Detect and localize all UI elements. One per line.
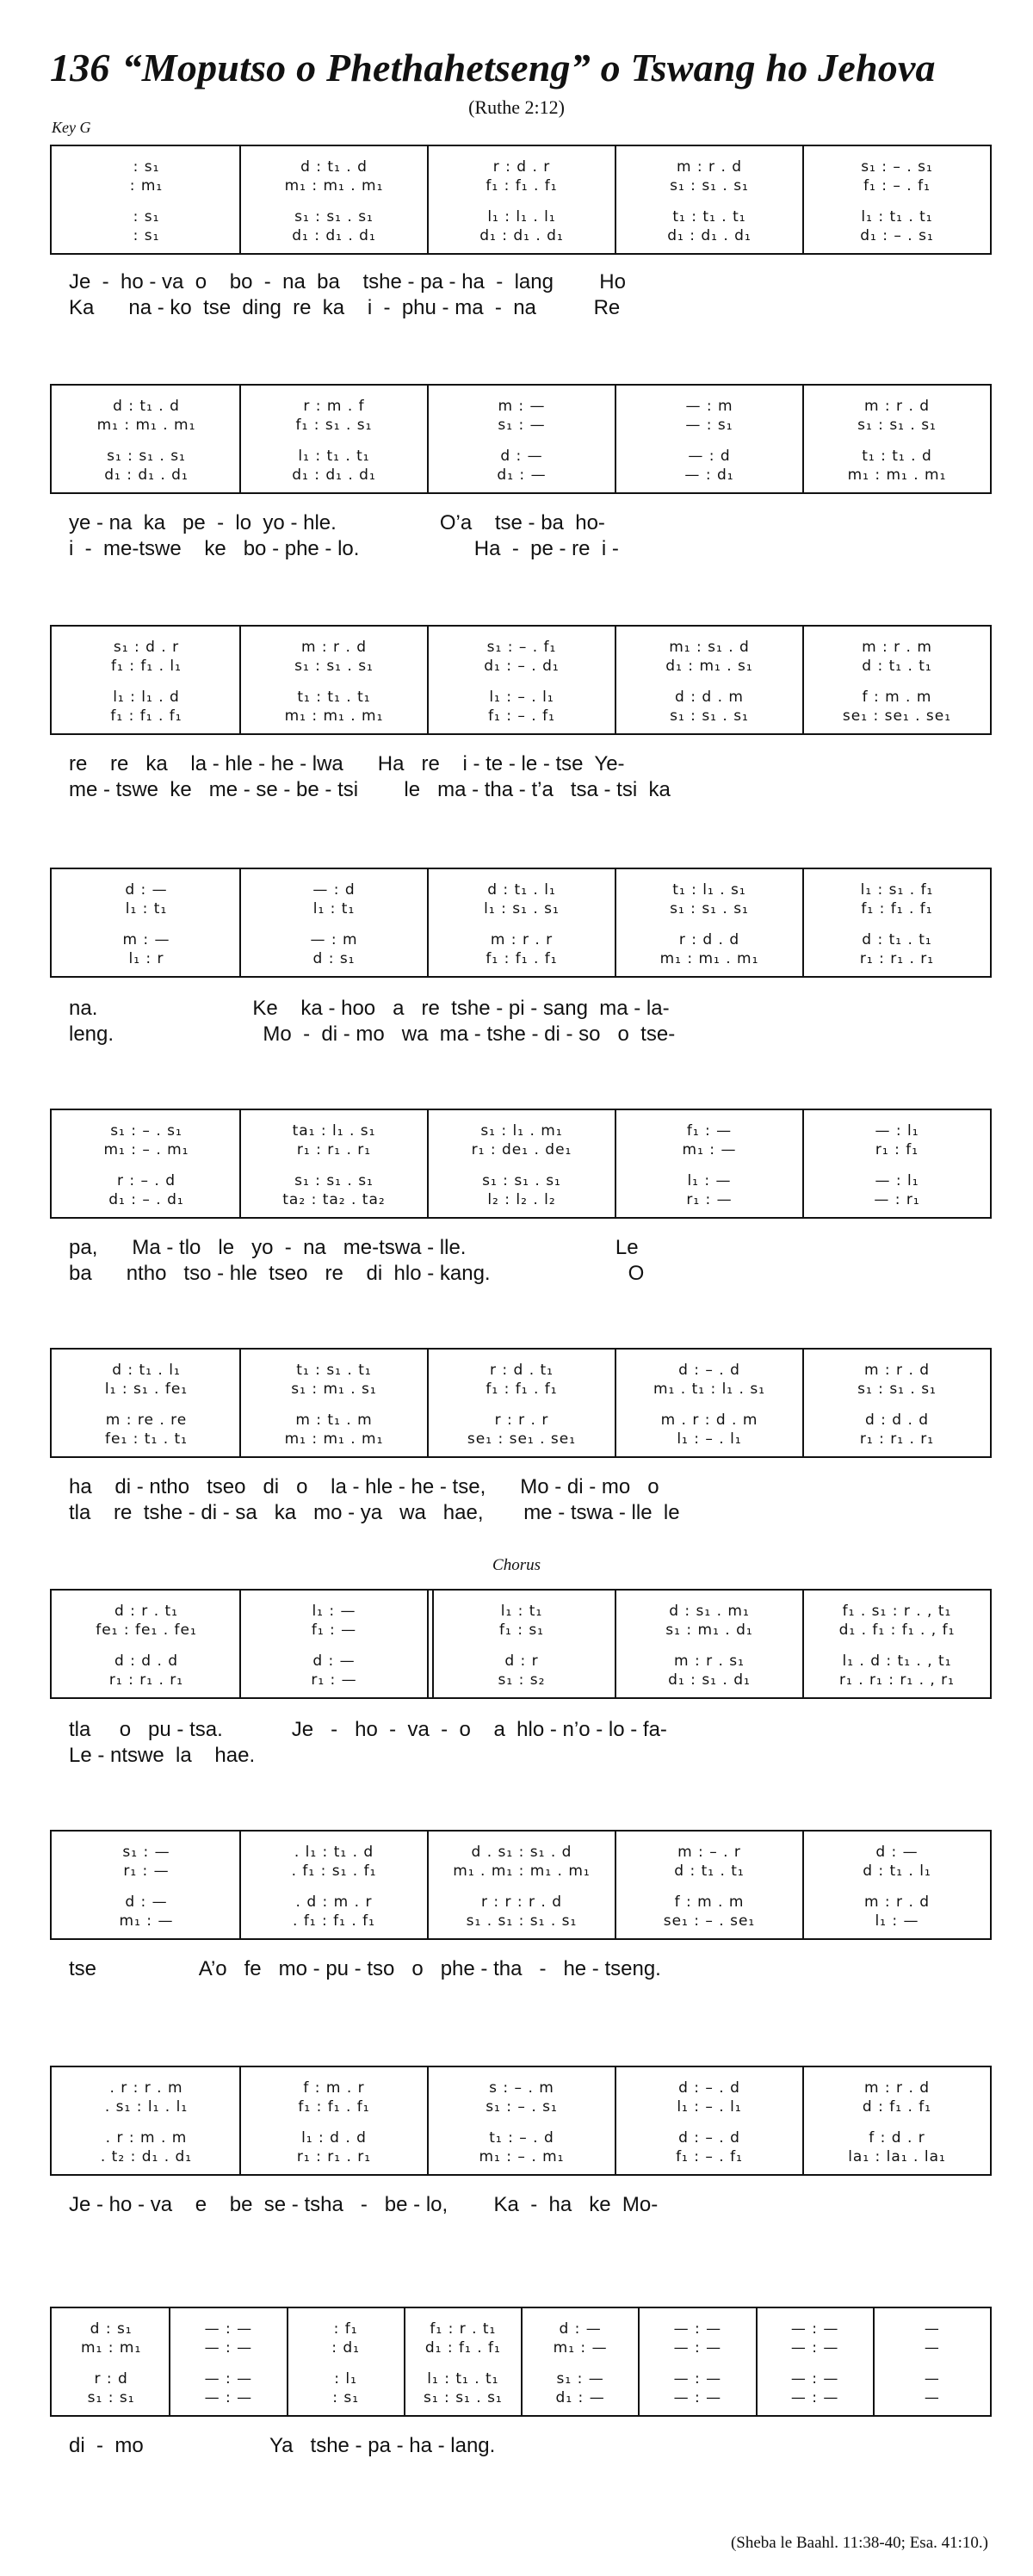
lyrics-block	[69, 1718, 990, 1770]
solfa-cell: — : l₁	[875, 1122, 919, 1140]
solfa-cell: d : r . t₁	[114, 1603, 178, 1620]
solfa-cell: m₁ : m₁ . m₁	[659, 950, 759, 967]
solfa-cell: r₁ : —	[686, 1191, 733, 1208]
music-system	[50, 2307, 992, 2417]
solfa-cell: f₁ : s₁ . s₁	[295, 417, 373, 434]
solfa-cell: f : d . r	[869, 2129, 925, 2147]
solfa-cell: m : r . m	[862, 639, 932, 656]
solfa-cell: m₁ : —	[682, 1141, 737, 1158]
solfa-cell: r : r . r	[494, 1412, 549, 1429]
solfa-cell: s₁ : l₁ . m₁	[480, 1122, 563, 1140]
solfa-cell: — : l₁	[875, 1172, 919, 1189]
song-title-line	[50, 45, 936, 90]
solfa-cell: t₁ : t₁ . t₁	[672, 208, 746, 225]
voice-row	[57, 1381, 985, 1398]
solfa-cell: r : r : r . d	[480, 1893, 563, 1911]
solfa-cell: r₁ : r₁ . r₁	[108, 1671, 184, 1689]
voice-row	[57, 2320, 985, 2338]
voice-row	[57, 1893, 985, 1911]
solfa-cell: . t₂ : d₁ . d₁	[100, 2148, 193, 2165]
voice-row	[57, 1671, 985, 1689]
solfa-cell: — : —	[790, 2370, 839, 2388]
lyrics-block	[69, 270, 990, 322]
solfa-cell: m : r . d	[300, 639, 368, 656]
solfa-cell: l₁ : t₁	[500, 1603, 543, 1620]
solfa-cell: m₁ : —	[119, 1912, 174, 1930]
solfa-cell: m₁ : m₁ . m₁	[284, 1430, 384, 1448]
solfa-cell: s₁ : —	[122, 1844, 170, 1861]
solfa-cell: m . r : d . m	[660, 1412, 758, 1429]
voice-row	[57, 208, 985, 225]
solfa-cell: s₁ : m₁ . s₁	[291, 1381, 377, 1398]
solfa-cell: : f₁	[333, 2320, 358, 2338]
solfa-cell: r₁ : —	[311, 1671, 357, 1689]
voice-row	[57, 1652, 985, 1670]
solfa-cell: l₁ : – . l₁	[677, 1430, 742, 1448]
solfa-cell: f₁ : f₁ . l₁	[111, 658, 182, 675]
solfa-cell: s₁ : s₁	[87, 2389, 135, 2406]
solfa-cell: l₁ : t₁	[125, 900, 168, 917]
solfa-cell: d₁ : d₁ . d₁	[479, 227, 564, 244]
solfa-cell: f₁ : —	[311, 1622, 357, 1639]
solfa-cell: d₁ . f₁ : f₁ . , f₁	[838, 1622, 956, 1639]
solfa-cell: t₁ : – . d	[489, 2129, 554, 2147]
voice-row	[57, 2098, 985, 2116]
lyric-line: Le - ntswe la hae.	[69, 1744, 256, 1767]
solfa-cell: r₁ : r₁ . r₁	[296, 1141, 372, 1158]
solfa-cell: . s₁ : l₁ . l₁	[104, 2098, 189, 2116]
voice-row	[57, 2148, 985, 2165]
solfa-cell: s₁ : s₁ . s₁	[857, 417, 937, 434]
solfa-cell: d₁ : d₁ . d₁	[667, 227, 752, 244]
voice-row	[57, 1844, 985, 1861]
solfa-cell: d : t₁ . t₁	[674, 1863, 745, 1880]
solfa-cell: — : d₁	[684, 466, 734, 484]
voice-row	[57, 1412, 985, 1429]
solfa-cell: f₁ : f₁ . f₁	[486, 1381, 558, 1398]
solfa-cell: d₁ : —	[555, 2389, 605, 2406]
solfa-cell: ta₂ : ta₂ . ta₂	[282, 1191, 386, 1208]
lyrics-block	[69, 997, 990, 1048]
voice-row	[57, 1622, 985, 1639]
solfa-cell: : l₁	[334, 2370, 357, 2388]
solfa-cell: . l₁ : t₁ . d	[294, 1844, 374, 1861]
solfa-cell: d : —	[500, 448, 543, 465]
voice-row	[57, 881, 985, 899]
solfa-cell: : s₁	[332, 2389, 360, 2406]
solfa-cell: s₁ : – . s₁	[486, 2098, 558, 2116]
solfa-cell: d : f₁ . f₁	[862, 2098, 932, 2116]
lyric-line: i - me-tswe ke bo - phe - lo. Ha - pe - re i -	[69, 537, 619, 560]
voice-row	[57, 2339, 985, 2357]
solfa-cell: t₁ : s₁ . t₁	[296, 1362, 372, 1379]
solfa-cell: — : —	[204, 2370, 253, 2388]
voice-row	[57, 417, 985, 434]
solfa-cell: l₁ : —	[312, 1603, 356, 1620]
solfa-cell: m : r . d	[863, 2079, 931, 2097]
solfa-cell: s₁ : s₁ . s₁	[423, 2389, 503, 2406]
solfa-cell: r : – . d	[116, 1172, 176, 1189]
solfa-cell: fe₁ : t₁ . t₁	[105, 1430, 188, 1448]
solfa-cell: s₁ : s₁ . s₁	[670, 177, 749, 195]
solfa-cell: d : – . d	[678, 1362, 740, 1379]
lyrics-block	[69, 1236, 990, 1288]
solfa-cell: f₁ : r . t₁	[430, 2320, 497, 2338]
music-system	[50, 384, 992, 494]
solfa-cell: — : r₁	[874, 1191, 920, 1208]
solfa-cell: r₁ : de₁ . de₁	[471, 1141, 572, 1158]
solfa-cell: s : – . m	[489, 2079, 554, 2097]
music-system	[50, 868, 992, 978]
solfa-cell: s₁ : – . f₁	[486, 639, 557, 656]
solfa-cell: . r : m . m	[105, 2129, 188, 2147]
lyrics-block	[69, 2193, 990, 2219]
solfa-cell: l₁ : r	[128, 950, 164, 967]
solfa-cell: d₁ : d₁ . d₁	[104, 466, 189, 484]
solfa-cell: . r : r . m	[109, 2079, 183, 2097]
lyric-line: ba ntho tso - hle tseo re di hlo - kang. O	[69, 1262, 645, 1285]
solfa-cell: m₁ . t₁ : l₁ . s₁	[653, 1381, 766, 1398]
solfa-cell: m₁ : m₁ . m₁	[847, 466, 947, 484]
solfa-cell: r₁ : f₁	[875, 1141, 919, 1158]
solfa-cell: d : —	[125, 1893, 168, 1911]
solfa-cell: : m₁	[129, 177, 164, 195]
solfa-cell: — : —	[790, 2320, 839, 2338]
solfa-cell: m : re . re	[105, 1412, 188, 1429]
solfa-cell: l₁ : —	[875, 1912, 919, 1930]
solfa-cell: — : m	[685, 398, 733, 415]
solfa-cell: m : r . d	[676, 158, 743, 176]
solfa-cell: f₁ : – . f₁	[676, 2148, 743, 2165]
solfa-cell: m : —	[498, 398, 546, 415]
solfa-cell: d : t₁ . l₁	[112, 1362, 181, 1379]
solfa-cell: : d₁	[331, 2339, 360, 2357]
solfa-cell: m₁ : —	[553, 2339, 608, 2357]
solfa-cell: s₁ : s₁ . s₁	[294, 1172, 374, 1189]
solfa-cell: m : t₁ . m	[295, 1412, 373, 1429]
lyric-line: na. Ke ka - hoo a re tshe - pi - sang ma - la-	[69, 997, 670, 1020]
solfa-cell: f₁ : f₁ . f₁	[298, 2098, 370, 2116]
voice-row	[57, 707, 985, 725]
solfa-cell: m : r . s₁	[674, 1652, 745, 1670]
solfa-cell: d : – . d	[678, 2129, 740, 2147]
solfa-cell: r : d . d	[678, 931, 740, 948]
voice-row	[57, 177, 985, 195]
solfa-cell: f₁ : – . f₁	[863, 177, 931, 195]
solfa-cell: — : —	[673, 2389, 722, 2406]
solfa-cell: d : t₁ . l₁	[487, 881, 556, 899]
solfa-cell: l₁ : t₁	[312, 900, 356, 917]
solfa-cell: s₁ : – . s₁	[861, 158, 933, 176]
voice-row	[57, 658, 985, 675]
solfa-cell: d₁ : – . s₁	[860, 227, 934, 244]
solfa-cell: —	[924, 2339, 940, 2357]
solfa-cell: d : – . d	[678, 2079, 740, 2097]
solfa-cell: d : t₁ . d	[300, 158, 368, 176]
solfa-cell: s₁ : —	[556, 2370, 604, 2388]
solfa-cell: d : t₁ . d	[113, 398, 180, 415]
lyrics-block	[69, 511, 990, 563]
solfa-cell: l₁ . d : t₁ . , t₁	[842, 1652, 952, 1670]
solfa-cell: d : —	[312, 1652, 356, 1670]
lyric-line: ha di - ntho tseo di o la - hle - he - tse, Mo - di - mo o	[69, 1475, 659, 1498]
solfa-cell: s₁ : m₁ . d₁	[665, 1622, 753, 1639]
voice-row	[57, 2129, 985, 2147]
solfa-cell: l₁ : s₁ . s₁	[484, 900, 560, 917]
solfa-cell: m₁ : m₁ . m₁	[96, 417, 196, 434]
voice-row	[57, 1141, 985, 1158]
solfa-cell: — : —	[204, 2320, 253, 2338]
solfa-cell: m₁ : s₁ . d	[669, 639, 750, 656]
solfa-cell: s₁ : s₁ . s₁	[294, 208, 374, 225]
song-title: “Moputso o Phethahetseng” o Tswang ho Jehova	[121, 46, 936, 90]
solfa-cell: fe₁ : fe₁ . fe₁	[96, 1622, 197, 1639]
solfa-cell: d₁ : d₁ . d₁	[292, 466, 376, 484]
solfa-cell: d₁ : —	[497, 466, 547, 484]
lyric-line: tla o pu - tsa. Je - ho - va - o a hlo - n’o - lo - fa-	[69, 1718, 667, 1741]
solfa-cell: — : d	[688, 448, 731, 465]
voice-row	[57, 448, 985, 465]
solfa-cell: . f₁ : f₁ . f₁	[293, 1912, 375, 1930]
voice-row	[57, 1863, 985, 1880]
lyric-line: ye - na ka pe - lo yo - hle. O’a tse - ba ho-	[69, 511, 605, 534]
solfa-cell: m₁ : – . m₁	[103, 1141, 189, 1158]
solfa-cell: — : —	[673, 2320, 722, 2338]
solfa-cell: d : s₁ . m₁	[669, 1603, 750, 1620]
solfa-cell: r : d	[94, 2370, 128, 2388]
music-system	[50, 1348, 992, 1458]
solfa-cell: d : t₁ . l₁	[863, 1863, 931, 1880]
voice-row	[57, 1603, 985, 1620]
solfa-cell: l₁ : – . l₁	[489, 689, 554, 706]
voice-row	[57, 1362, 985, 1379]
solfa-cell: f₁ : f₁ . f₁	[486, 950, 558, 967]
voice-row	[57, 1912, 985, 1930]
lyric-line: pa, Ma - tlo le yo - na me-tswa - lle. Le	[69, 1236, 639, 1259]
lyric-line: Je - ho - va e be se - tsha - be - lo, Ka - ha ke Mo-	[69, 2193, 659, 2216]
solfa-cell: s₁ : d . r	[113, 639, 180, 656]
solfa-cell: l₁ : l₁ . d	[113, 689, 180, 706]
solfa-cell: — : d	[312, 881, 356, 899]
solfa-cell: d₁ : – . d₁	[484, 658, 560, 675]
solfa-cell: f₁ : – . f₁	[488, 707, 555, 725]
solfa-cell: l₁ : l₁ . l₁	[487, 208, 556, 225]
solfa-cell: s₁ : s₁ . s₁	[670, 900, 749, 917]
solfa-cell: l₁ : t₁ . t₁	[298, 448, 370, 465]
solfa-cell: r : m . f	[303, 398, 365, 415]
solfa-cell: s₁ : —	[498, 417, 546, 434]
solfa-cell: se₁ : se₁ . se₁	[467, 1430, 577, 1448]
solfa-cell: — : —	[204, 2339, 253, 2357]
music-system	[50, 2066, 992, 2176]
solfa-cell: r : d . t₁	[489, 1362, 554, 1379]
solfa-cell: : s₁	[133, 227, 160, 244]
voice-row	[57, 466, 985, 484]
solfa-cell: . d : m . r	[295, 1893, 373, 1911]
solfa-cell: d₁ : f₁ . f₁	[424, 2339, 501, 2357]
voice-row	[57, 2389, 985, 2406]
lyrics-block	[69, 2434, 990, 2460]
solfa-cell: l₁ : s₁ . f₁	[860, 881, 934, 899]
lyric-line: leng. Mo - di - mo wa ma - tshe - di - so o tse-	[69, 1022, 676, 1046]
solfa-cell: l₁ : —	[687, 1172, 732, 1189]
solfa-cell: m₁ . m₁ : m₁ . m₁	[453, 1863, 591, 1880]
solfa-cell: m₁ : – . m₁	[479, 2148, 565, 2165]
solfa-cell: d . s₁ : s₁ . d	[471, 1844, 572, 1861]
solfa-cell: s₁ : s₁ . s₁	[670, 707, 749, 725]
voice-row	[57, 398, 985, 415]
solfa-cell: —	[924, 2320, 940, 2338]
solfa-cell: f : m . r	[303, 2079, 365, 2097]
lyric-line: tla re tshe - di - sa ka mo - ya wa hae, me - tswa - lle le	[69, 1501, 680, 1524]
solfa-cell: d : d . m	[675, 689, 744, 706]
solfa-cell: s₁ . s₁ : s₁ . s₁	[466, 1912, 578, 1930]
solfa-cell: r₁ : —	[123, 1863, 170, 1880]
solfa-cell: t₁ : t₁ . t₁	[297, 689, 371, 706]
solfa-cell: f₁ : s₁	[498, 1622, 544, 1639]
voice-row	[57, 1122, 985, 1140]
key-signature: Key G	[52, 119, 91, 136]
solfa-cell: m₁ : m₁ . m₁	[284, 177, 384, 195]
solfa-cell: s₁ : s₂	[498, 1671, 546, 1689]
solfa-cell: s₁ : s₁ . s₁	[482, 1172, 561, 1189]
solfa-cell: : s₁	[133, 158, 160, 176]
solfa-cell: d : —	[559, 2320, 602, 2338]
solfa-cell: t₁ : t₁ . d	[862, 448, 932, 465]
solfa-cell: — : —	[790, 2389, 839, 2406]
solfa-cell: — : m	[310, 931, 358, 948]
scripture-reference: (Sheba le Baahl. 11:38-40; Esa. 41:10.)	[730, 2534, 988, 2552]
solfa-cell: d : d . d	[864, 1412, 930, 1429]
voice-row	[57, 931, 985, 948]
voice-row	[57, 1430, 985, 1448]
voice-row	[57, 900, 985, 917]
solfa-cell: — : —	[673, 2339, 722, 2357]
solfa-cell: d : —	[875, 1844, 919, 1861]
voice-row	[57, 639, 985, 656]
voice-row	[57, 950, 985, 967]
solfa-cell: d₁ : s₁ . d₁	[668, 1671, 751, 1689]
solfa-cell: m : – . r	[677, 1844, 741, 1861]
solfa-cell: l₁ : d . d	[301, 2129, 367, 2147]
lyric-line: tse A’o fe mo - pu - tso o phe - tha - he - tseng.	[69, 1957, 661, 1980]
solfa-cell: — : s₁	[685, 417, 733, 434]
solfa-cell: —	[924, 2370, 940, 2388]
music-system	[50, 1830, 992, 1940]
solfa-cell: s₁ : s₁ . s₁	[857, 1381, 937, 1398]
solfa-cell: d : t₁ . t₁	[862, 658, 932, 675]
voice-row	[57, 158, 985, 176]
solfa-cell: d₁ : – . d₁	[108, 1191, 184, 1208]
voice-row	[57, 2370, 985, 2388]
music-system	[50, 625, 992, 735]
solfa-cell: ta₁ : l₁ . s₁	[292, 1122, 376, 1140]
solfa-cell: m : r . d	[863, 1362, 931, 1379]
voice-row	[57, 1172, 985, 1189]
solfa-cell: d : —	[125, 881, 168, 899]
solfa-cell: f : m . m	[862, 689, 932, 706]
solfa-cell: m₁ : m₁ . m₁	[284, 707, 384, 725]
solfa-cell: m : —	[122, 931, 170, 948]
solfa-cell: t₁ : l₁ . s₁	[672, 881, 746, 899]
solfa-cell: d : s₁	[90, 2320, 133, 2338]
solfa-cell: d : t₁ . t₁	[862, 931, 932, 948]
solfa-cell: — : —	[790, 2339, 839, 2357]
lyrics-block	[69, 752, 990, 804]
solfa-cell: f₁ : —	[686, 1122, 733, 1140]
solfa-cell: se₁ : se₁ . se₁	[842, 707, 952, 725]
music-system	[50, 1109, 992, 1219]
solfa-cell: la₁ : la₁ . la₁	[848, 2148, 946, 2165]
solfa-cell: r₁ . r₁ : r₁ . , r₁	[839, 1671, 955, 1689]
solfa-cell: f₁ : f₁ . f₁	[486, 177, 558, 195]
solfa-cell: f₁ . s₁ : r . , t₁	[842, 1603, 952, 1620]
music-system	[50, 145, 992, 255]
solfa-cell: l₁ : t₁ . t₁	[861, 208, 933, 225]
solfa-cell: m₁ : m₁	[80, 2339, 142, 2357]
solfa-cell: . f₁ : s₁ . f₁	[291, 1863, 377, 1880]
solfa-cell: r : d . r	[492, 158, 551, 176]
solfa-cell: s₁ : s₁ . s₁	[294, 658, 374, 675]
solfa-cell: d : r	[504, 1652, 539, 1670]
solfa-cell: f : m . m	[674, 1893, 745, 1911]
solfa-cell: : s₁	[133, 208, 160, 225]
solfa-cell: f₁ : f₁ . f₁	[861, 900, 933, 917]
solfa-cell: se₁ : – . se₁	[663, 1912, 756, 1930]
solfa-cell: r₁ : r₁ . r₁	[296, 2148, 372, 2165]
lyric-line: Ka na - ko tse ding re ka i - phu - ma - na Re	[69, 296, 621, 319]
solfa-cell: — : —	[204, 2389, 253, 2406]
music-system	[50, 1589, 992, 1699]
solfa-cell: d₁ : d₁ . d₁	[292, 227, 376, 244]
scripture-subtitle: (Ruthe 2:12)	[468, 96, 565, 118]
voice-row	[57, 2079, 985, 2097]
solfa-cell: s₁ : s₁ . s₁	[107, 448, 186, 465]
lyric-line: Je - ho - va o bo - na ba tshe - pa - ha - lang Ho	[69, 270, 626, 293]
solfa-cell: l₁ : – . l₁	[677, 2098, 742, 2116]
solfa-cell: m : r . r	[490, 931, 554, 948]
solfa-cell: r₁ : r₁ . r₁	[859, 950, 935, 967]
voice-row	[57, 1191, 985, 1208]
song-number: 136	[50, 46, 110, 90]
voice-row	[57, 689, 985, 706]
solfa-cell: —	[924, 2389, 940, 2406]
solfa-cell: m : r . d	[863, 398, 931, 415]
lyric-line: di - mo Ya tshe - pa - ha - lang.	[69, 2434, 496, 2457]
lyrics-block	[69, 1475, 990, 1527]
solfa-cell: s₁ : – . s₁	[110, 1122, 182, 1140]
solfa-cell: l₂ : l₂ . l₂	[487, 1191, 556, 1208]
chorus-label: Chorus	[492, 1556, 541, 1574]
solfa-cell: l₁ : t₁ . t₁	[427, 2370, 499, 2388]
solfa-cell: l₁ : s₁ . fe₁	[104, 1381, 189, 1398]
solfa-cell: d : d . d	[114, 1652, 179, 1670]
solfa-cell: r₁ : r₁ . r₁	[859, 1430, 935, 1448]
lyric-line: me - tswe ke me - se - be - tsi le ma - tha - t’a tsa - tsi ka	[69, 778, 671, 801]
voice-row	[57, 227, 985, 244]
lyrics-block	[69, 1957, 990, 1983]
solfa-cell: f₁ : f₁ . f₁	[110, 707, 182, 725]
solfa-cell: d₁ : m₁ . s₁	[665, 658, 753, 675]
solfa-cell: m : r . d	[863, 1893, 931, 1911]
lyric-line: re re ka la - hle - he - lwa Ha re i - te - le - tse Ye-	[69, 752, 625, 775]
solfa-cell: d : s₁	[312, 950, 356, 967]
solfa-cell: — : —	[673, 2370, 722, 2388]
